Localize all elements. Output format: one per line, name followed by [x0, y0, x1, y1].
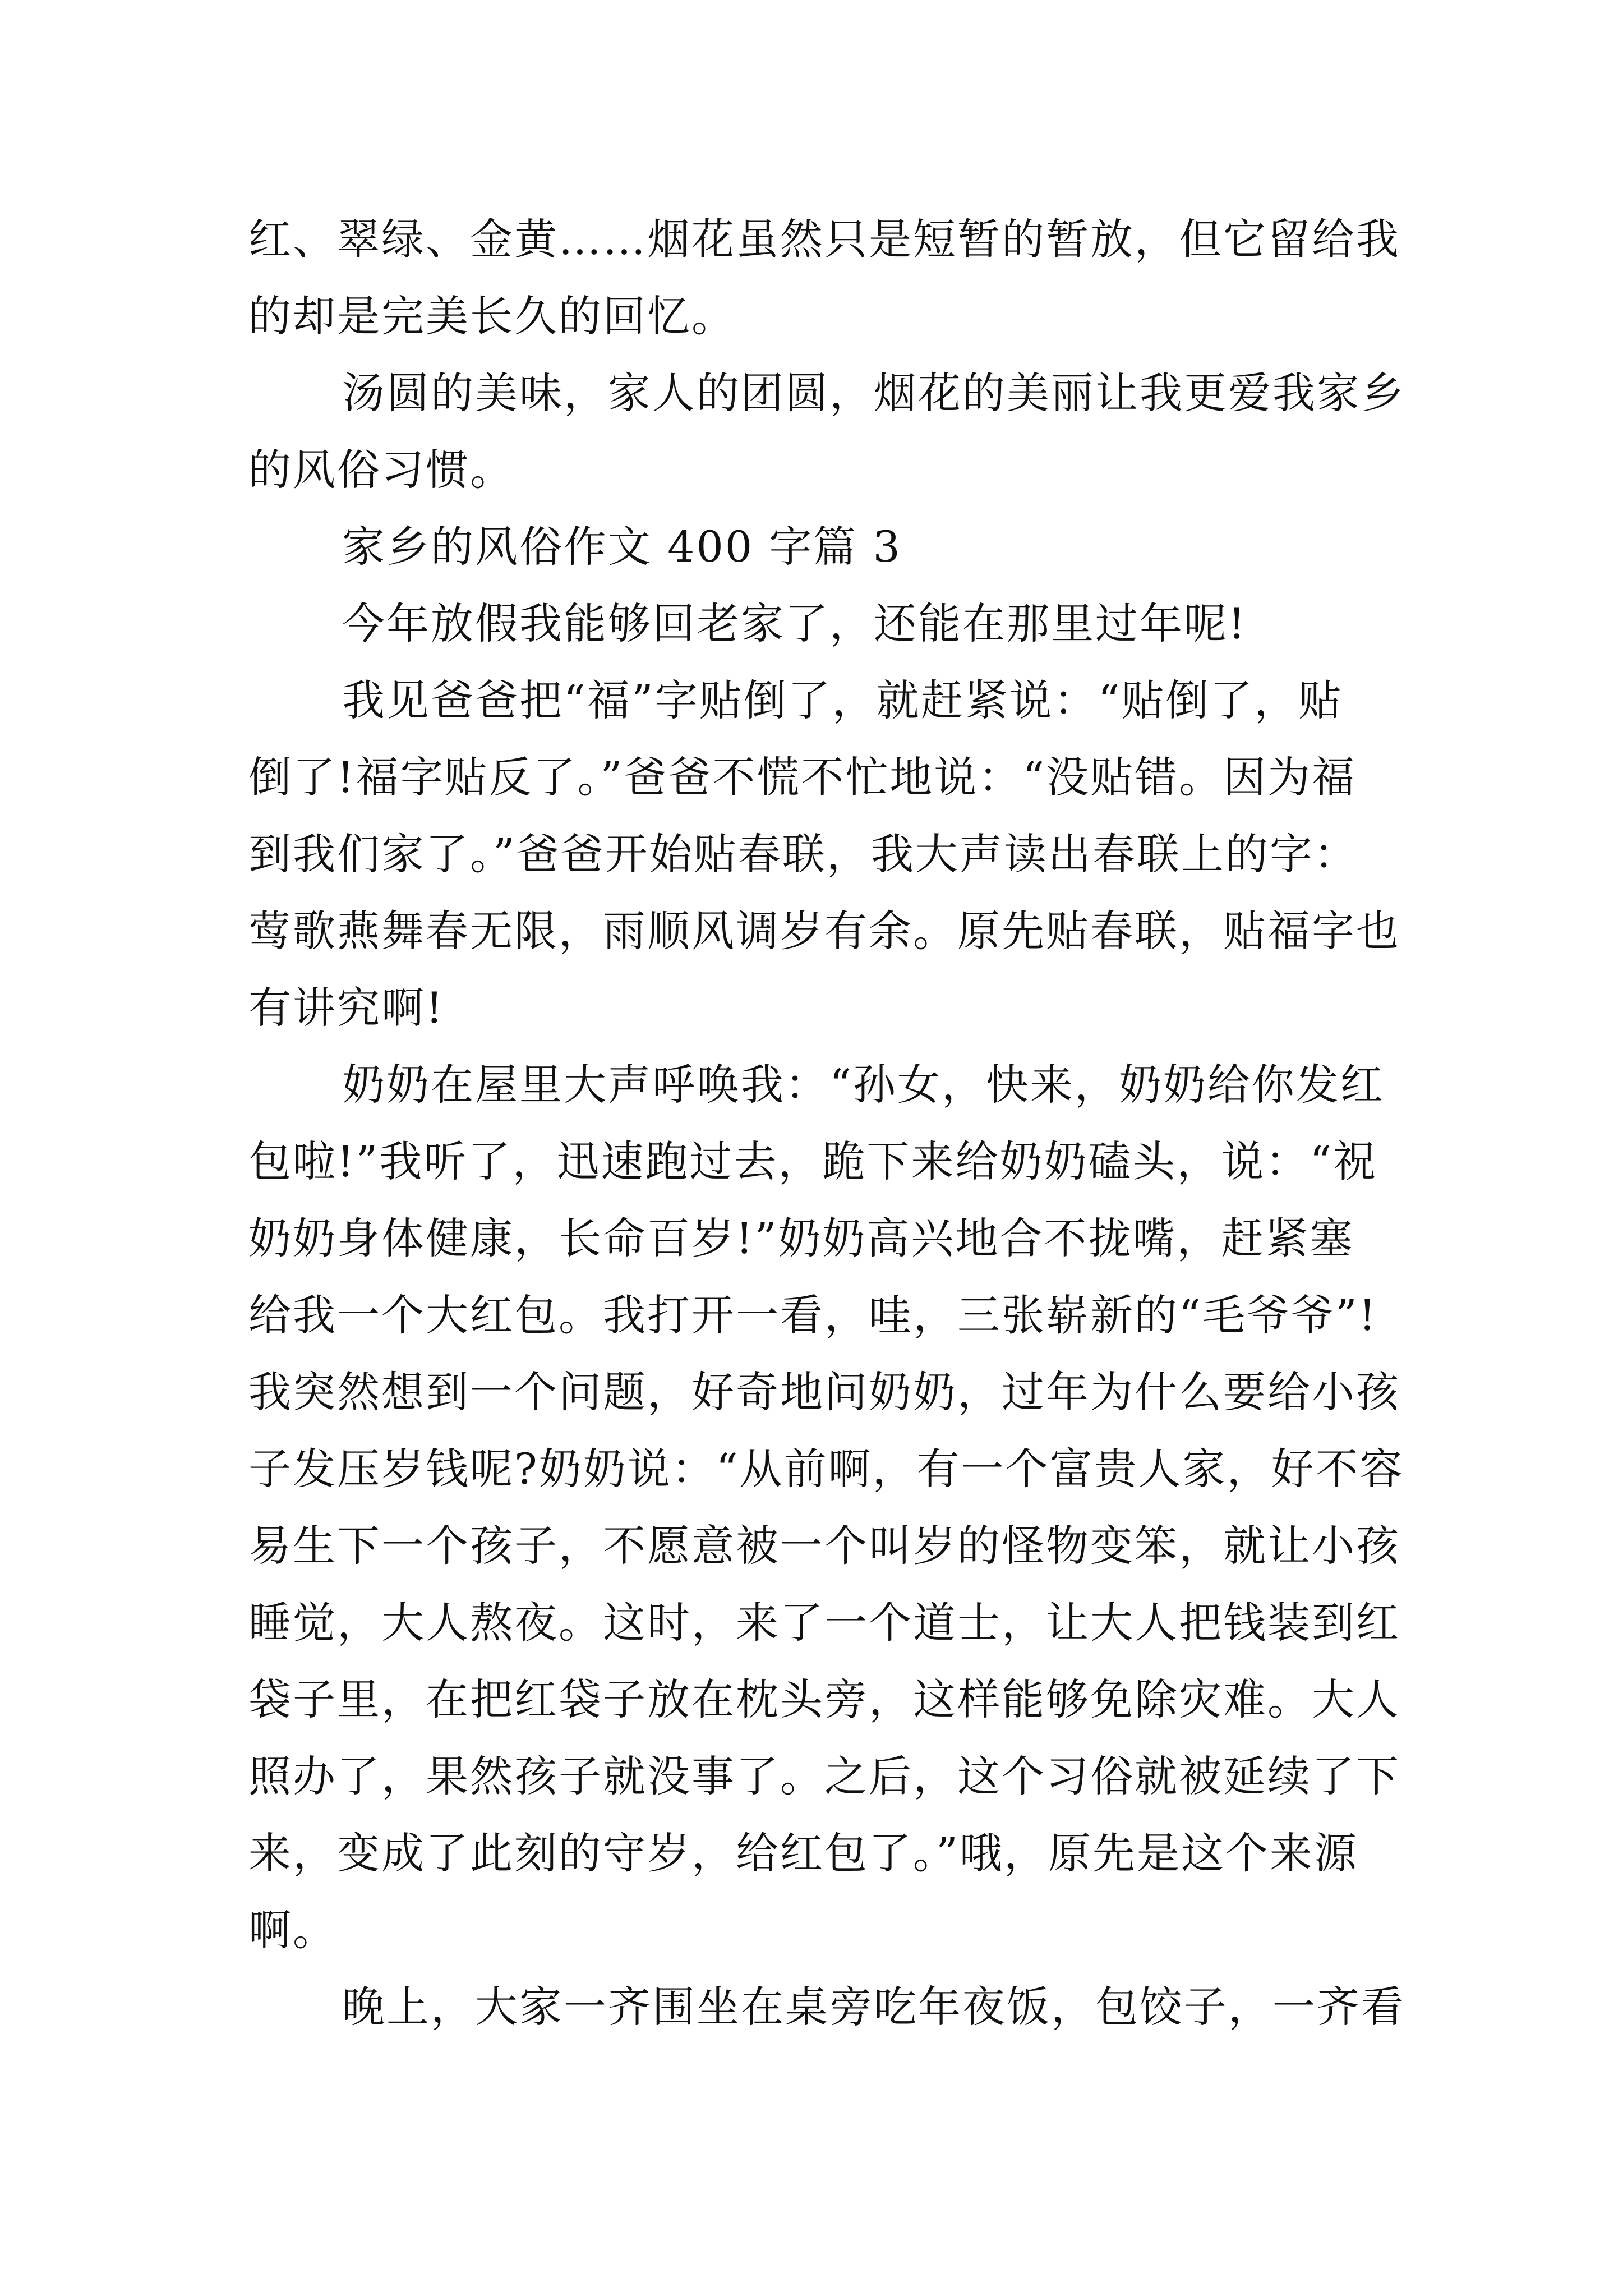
text-line: 到我们家了。”爸爸开始贴春联，我大声读出春联上的字：	[248, 829, 1358, 879]
text-line: 睡觉，大人熬夜。这时，来了一个道士，让大人把钱装到红	[248, 1598, 1400, 1648]
text-line: 袋子里，在把红袋子放在枕头旁，这样能够免除灾难。大人	[248, 1674, 1400, 1724]
text-line: 今年放假我能够回老家了，还能在那里过年呢!	[342, 599, 1247, 648]
text-line: 照办了，果然孩子就没事了。之后，这个习俗就被延续了下	[248, 1751, 1400, 1801]
text-line: 有讲究啊!	[248, 983, 445, 1033]
text-line: 晚上，大家一齐围坐在桌旁吃年夜饭，包饺子，一齐看	[342, 1982, 1405, 2032]
document-body	[248, 201, 1405, 2045]
text-line: 子发压岁钱呢?奶奶说：“从前啊，有一个富贵人家，好不容	[248, 1444, 1404, 1494]
text-line: 易生下一个孩子，不愿意被一个叫岁的怪物变笨，就让小孩	[248, 1521, 1400, 1571]
text-line: 奶奶身体健康，长命百岁!”奶奶高兴地合不拢嘴，赶紧塞	[248, 1213, 1354, 1263]
text-line: 啊。	[248, 1905, 337, 1955]
text-line: 汤圆的美味，家人的团圆，烟花的美丽让我更爱我家乡	[342, 368, 1405, 418]
text-line: 我突然想到一个问题，好奇地问奶奶，过年为什么要给小孩	[248, 1367, 1400, 1417]
text-line: 我见爸爸把“福”字贴倒了，就赶紧说：“贴倒了，贴	[342, 675, 1343, 725]
text-line: 莺歌燕舞春无限，雨顺风调岁有余。原先贴春联，贴福字也	[248, 906, 1400, 956]
text-line: 包啦!”我听了，迅速跑过去，跪下来给奶奶磕头，说：“祝	[248, 1137, 1378, 1186]
text-line: 奶奶在屋里大声呼唤我：“孙女，快来，奶奶给你发红	[342, 1060, 1385, 1110]
text-line: 红、翠绿、金黄……烟花虽然只是短暂的暂放，但它留给我	[248, 214, 1400, 264]
text-line: 来，变成了此刻的守岁，给红包了。”哦，原先是这个来源	[248, 1828, 1358, 1878]
text-line: 的却是完美长久的回忆。	[248, 291, 736, 341]
text-line: 给我一个大红包。我打开一看，哇，三张崭新的“毛爷爷”!	[248, 1290, 1378, 1340]
text-line: 的风俗习惯。	[248, 445, 514, 495]
section-heading: 家乡的风俗作文 400 字篇 3	[342, 522, 902, 572]
text-line: 倒了!福字贴反了。”爸爸不慌不忙地说：“没贴错。因为福	[248, 752, 1357, 802]
